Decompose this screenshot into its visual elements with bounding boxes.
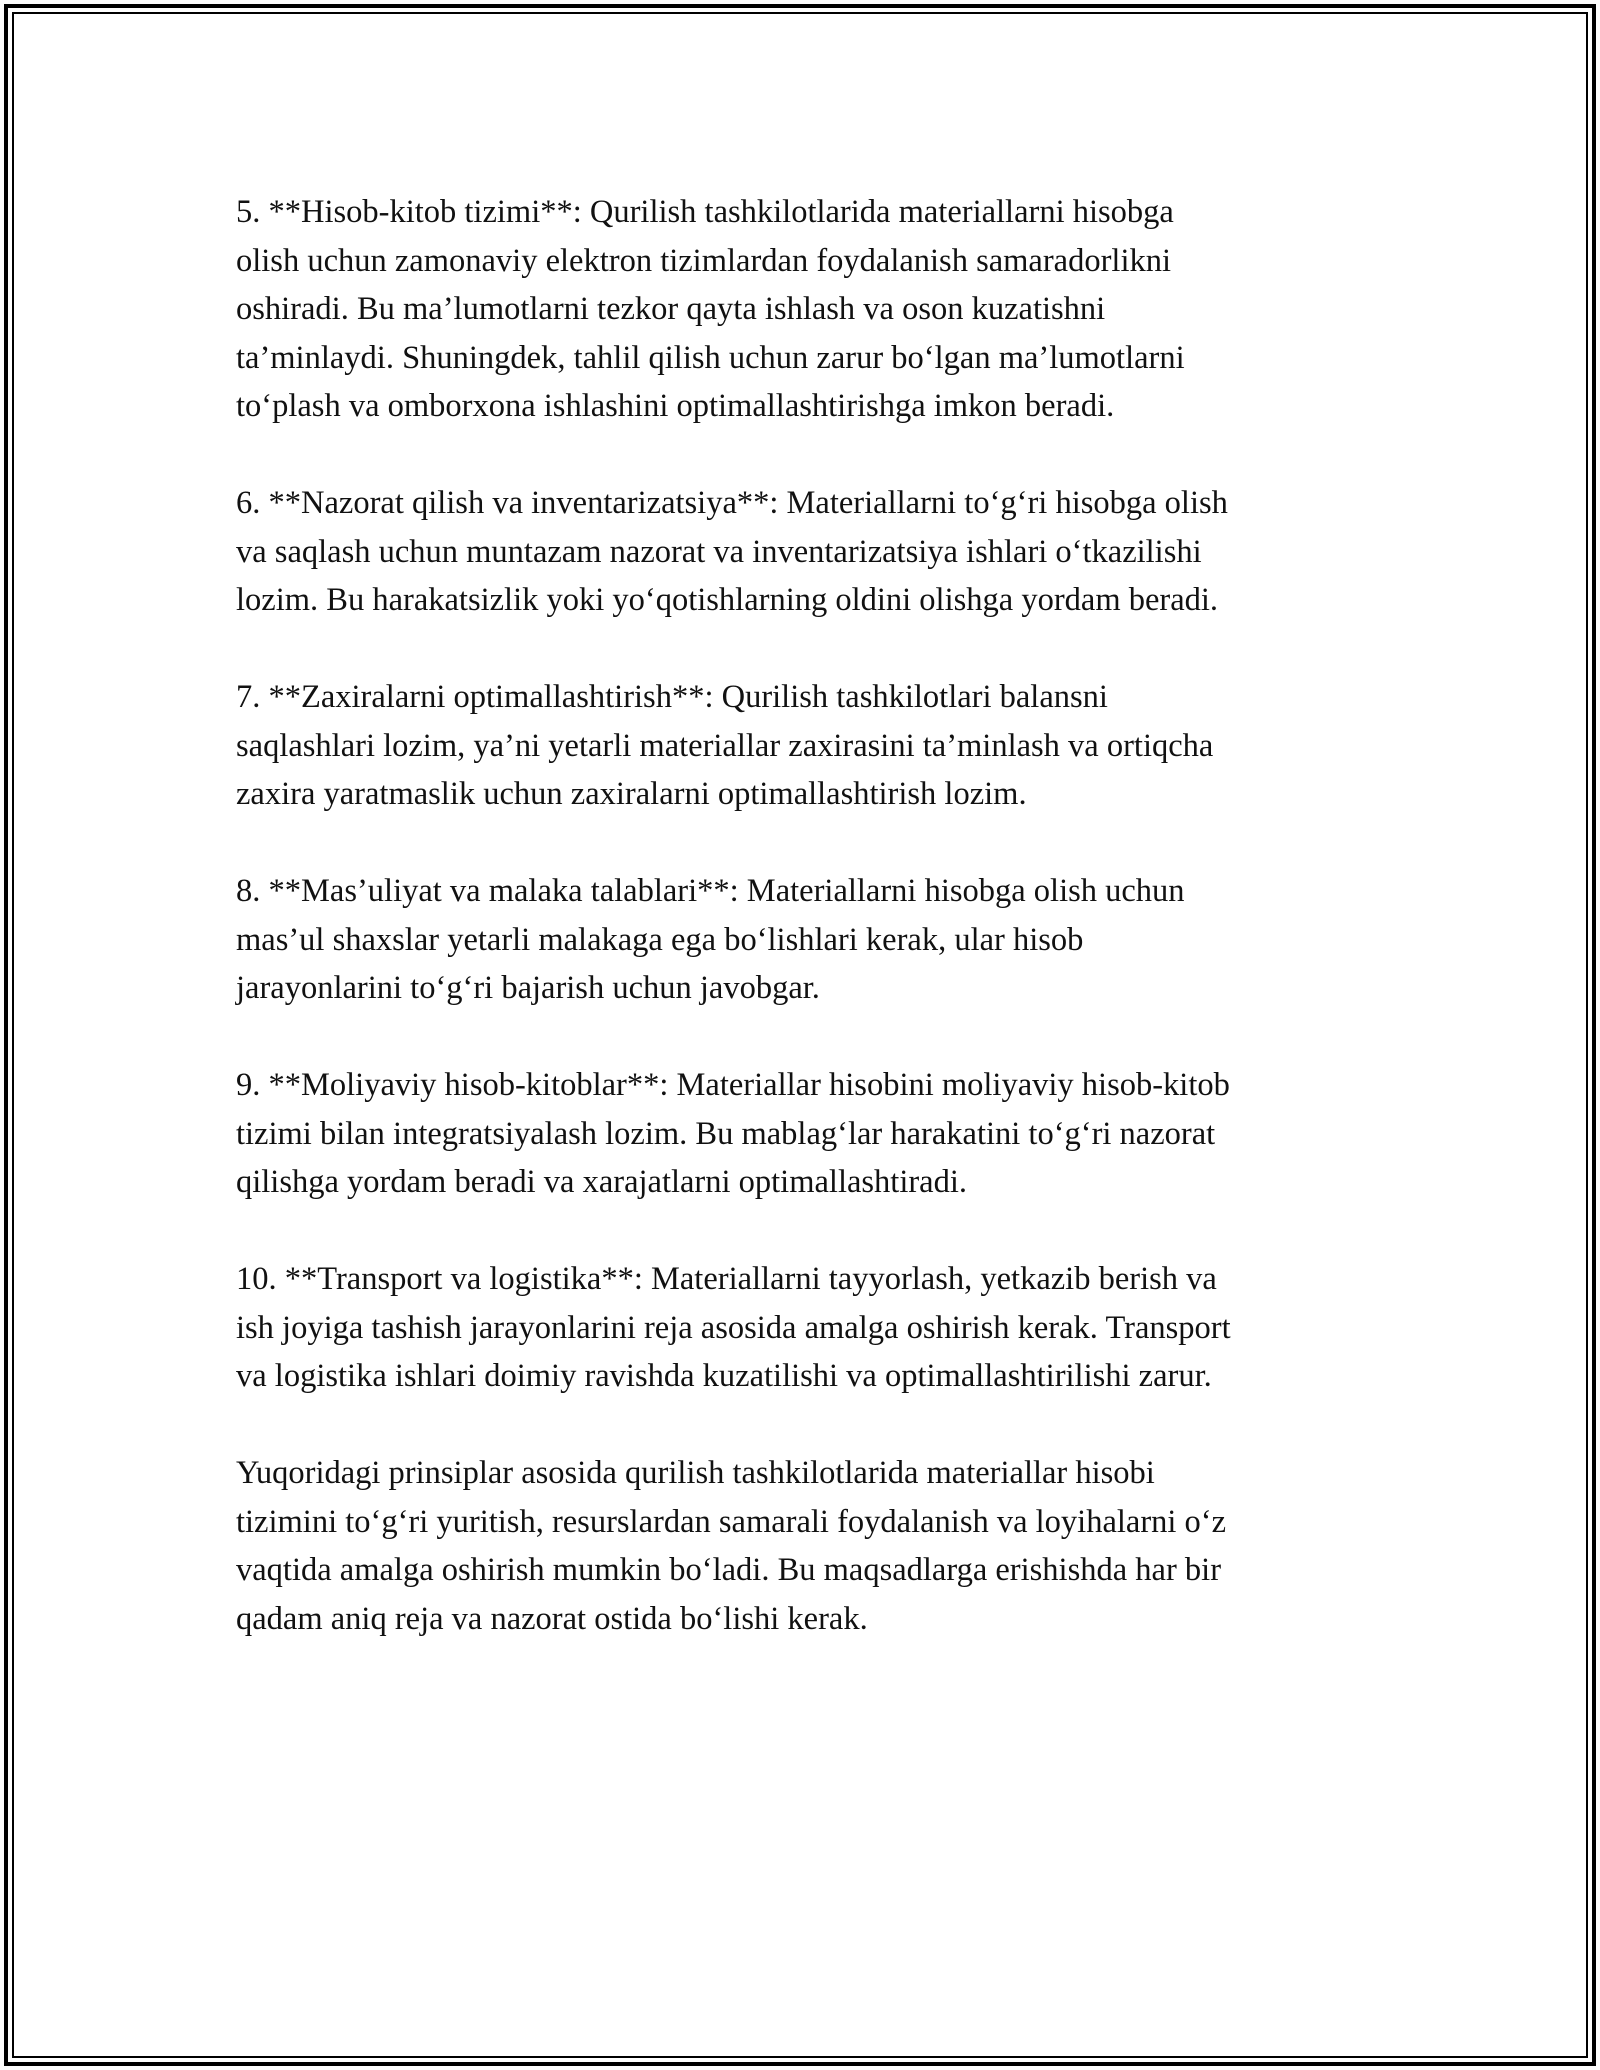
text-line: va logistika ishlari doimiy ravishda kuzatilishi va optimallashtirilishi zarur. bbox=[236, 1358, 1212, 1394]
text-line: Yuqoridagi prinsiplar asosida qurilish tashkilotlarida materiallar hisobi bbox=[236, 1455, 1155, 1491]
text-line: tizimini to‘g‘ri yuritish, resurslardan samarali foydalanish va loyihalarni o‘z bbox=[236, 1503, 1227, 1540]
text-line: jarayonlarini to‘g‘ri bajarish uchun javobgar. bbox=[236, 970, 820, 1006]
text-line: 8. **Mas’uliyat va malaka talablari**: Materiallarni hisobga olish uchun bbox=[236, 873, 1185, 909]
text-line: 10. **Transport va logistika**: Materiallarni tayyorlash, yetkazib berish va bbox=[236, 1261, 1217, 1297]
paragraph-masuliyat-va-malaka bbox=[236, 867, 1376, 1013]
text-line: 6. **Nazorat qilish va inventarizatsiya**: Materiallarni to‘g‘ri hisobga olish bbox=[236, 485, 1228, 521]
text-line: tizimi bilan integratsiyalash lozim. Bu mablag‘lar harakatini to‘g‘ri nazorat bbox=[236, 1115, 1216, 1152]
text-line: to‘plash va omborxona ishlashini optimallashtirishga imkon beradi. bbox=[236, 388, 1115, 424]
text-line: va saqlash uchun muntazam nazorat va inventarizatsiya ishlari o‘tkazilishi bbox=[236, 533, 1202, 570]
text-line: qadam aniq reja va nazorat ostida bo‘lishi kerak. bbox=[236, 1600, 868, 1637]
text-line: lozim. Bu harakatsizlik yoki yo‘qotishlarning oldini olishga yordam beradi. bbox=[236, 582, 1219, 618]
text-line: vaqtida amalga oshirish mumkin bo‘ladi. Bu maqsadlarga erishishda har bir bbox=[236, 1552, 1222, 1588]
paragraph-zaxiralarni-optimallashtirish bbox=[236, 673, 1376, 819]
document-body bbox=[236, 188, 1376, 1692]
text-line: 7. **Zaxiralarni optimallashtirish**: Qurilish tashkilotlari balansni bbox=[236, 679, 1108, 715]
paragraph-nazorat-qilish bbox=[236, 479, 1376, 625]
text-line: zaxira yaratmaslik uchun zaxiralarni optimallashtirish lozim. bbox=[236, 776, 1027, 812]
paragraph-hisob-kitob-tizimi bbox=[236, 188, 1376, 431]
paragraph-conclusion bbox=[236, 1449, 1376, 1643]
paragraph-transport-va-logistika bbox=[236, 1255, 1376, 1401]
text-line: mas’ul shaxslar yetarli malakaga ega bo‘lishlari kerak, ular hisob bbox=[236, 921, 1084, 958]
text-line: 5. **Hisob-kitob tizimi**: Qurilish tashkilotlarida materiallarni hisobga bbox=[236, 194, 1174, 230]
text-line: olish uchun zamonaviy elektron tizimlardan foydalanish samaradorlikni bbox=[236, 242, 1172, 279]
paragraph-moliyaviy-hisob-kitoblar bbox=[236, 1061, 1376, 1207]
text-line: ta’minlaydi. Shuningdek, tahlil qilish uchun zarur bo‘lgan ma’lumotlarni bbox=[236, 339, 1185, 376]
text-line: ish joyiga tashish jarayonlarini reja asosida amalga oshirish kerak. Transport bbox=[236, 1309, 1231, 1346]
text-line: oshiradi. Bu ma’lumotlarni tezkor qayta ishlash va oson kuzatishni bbox=[236, 291, 1106, 327]
text-line: saqlashlari lozim, ya’ni yetarli materiallar zaxirasini ta’minlash va ortiqcha bbox=[236, 727, 1214, 764]
text-line: 9. **Moliyaviy hisob-kitoblar**: Materiallar hisobini moliyaviy hisob-kitob bbox=[236, 1067, 1230, 1103]
text-line: qilishga yordam beradi va xarajatlarni optimallashtiradi. bbox=[236, 1164, 968, 1200]
